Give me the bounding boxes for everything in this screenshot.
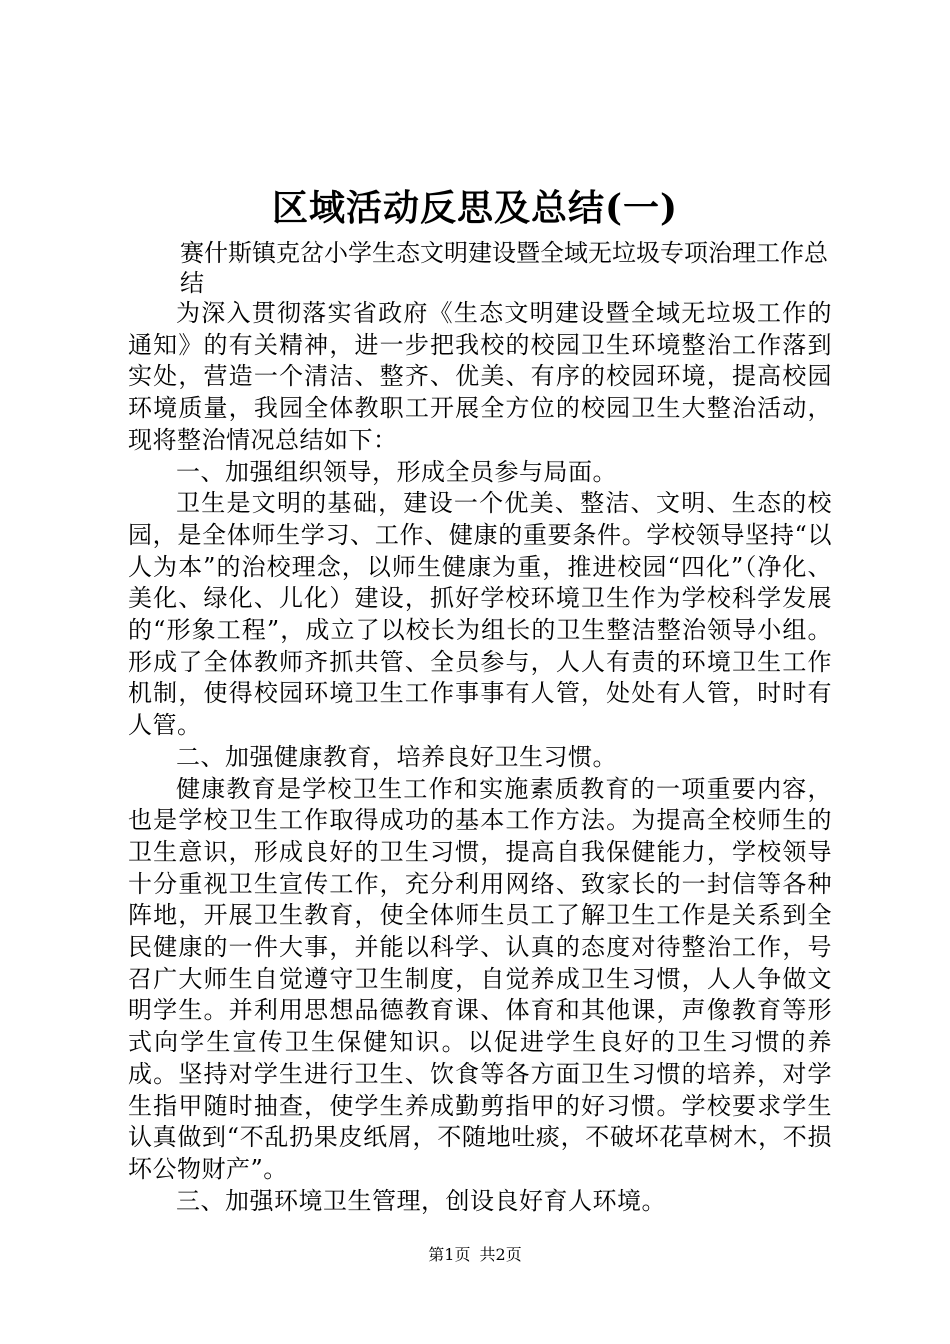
- page-footer: [0, 1245, 950, 1265]
- section-heading-2: 二、加强健康教育，培养良好卫生习惯。: [176, 742, 617, 771]
- section-heading-1: 一、加强组织领导，形成全员参与局面。: [176, 457, 617, 486]
- paragraph-intro: 为深入贯彻落实省政府《生态文明建设暨全域无垃圾工作的通知》的有关精神，进一步把我校的校园卫生环境整治工作落到实处，营造一个清洁、整齐、优美、有序的校园环境，提高校园环境质量，我园全体教职工开展全方位的校园卫生大整治活动，现将整治情况总结如下：: [128, 299, 832, 454]
- document-body: [128, 298, 832, 1217]
- page-title: 区域活动反思及总结(一): [271, 187, 679, 229]
- section-heading-3: 三、加强环境卫生管理，创设良好育人环境。: [176, 1186, 666, 1215]
- page-total: 共2页: [479, 1245, 522, 1264]
- page-number: 第1页: [428, 1245, 471, 1264]
- paragraph-section-2: 健康教育是学校卫生工作和实施素质教育的一项重要内容，也是学校卫生工作取得成功的基本工作方法。为提高全校师生的卫生意识，形成良好的卫生习惯，提高自我保健能力，学校领导十分重视卫生宣传工作，充分利用网络、致家长的一封信等各种阵地，开展卫生教育，使全体师生员工了解卫生工作是关系到全民健康的一件大事，并能以科学、认真的态度对待整治工作，号召广大师生自觉遵守卫生制度，自觉养成卫生习惯，人人争做文明学生。并利用思想品德教育课、体育和其他课，声像教育等形式向学生宣传卫生保健知识。以促进学生良好的卫生习惯的养成。坚持对学生进行卫生、饮食等各方面卫生习惯的培养，对学生指甲随时抽查，使学生养成勤剪指甲的好习惯。学校要求学生认真做到“不乱扔果皮纸屑，不随地吐痰，不破坏花草树木，不损坏公物财产”。: [128, 774, 832, 1183]
- paragraph-section-1: 卫生是文明的基础，建设一个优美、整洁、文明、生态的校园，是全体师生学习、工作、健康的重要条件。学校领导坚持“以人为本”的治校理念，以师生健康为重，推进校园“四化”（净化、美化、绿化、儿化）建设，抓好学校环境卫生作为学校科学发展的“形象工程”，成立了以校长为组长的卫生整洁整治领导小组。形成了全体教师齐抓共管、全员参与，人人有责的环境卫生工作机制，使得校园环境卫生工作事事有人管，处处有人管，时时有人管。: [128, 489, 832, 740]
- document-subtitle: 赛什斯镇克岔小学生态文明建设暨全域无垃圾专项治理工作总结: [180, 239, 828, 297]
